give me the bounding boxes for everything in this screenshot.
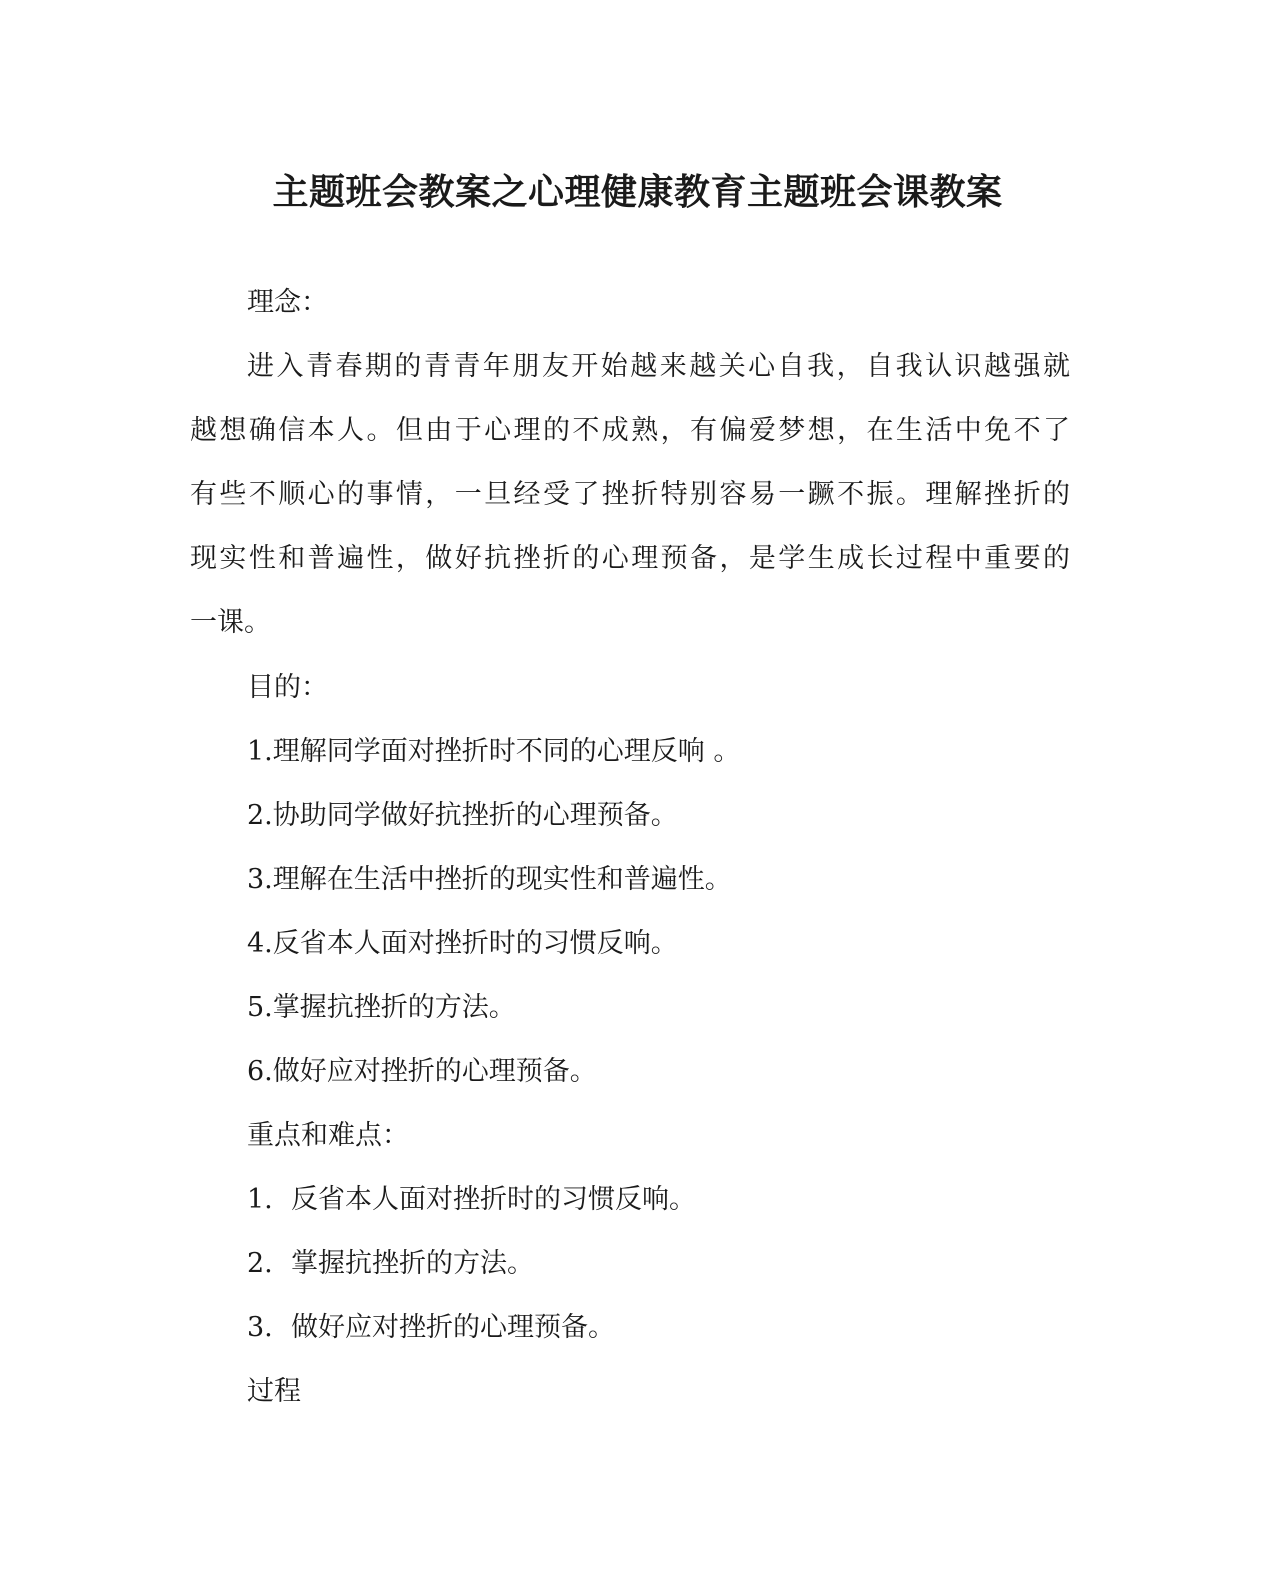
process-heading: 过程 [247, 1376, 301, 1407]
goal-item-6 [247, 1052, 597, 1092]
goal-item-number: 5. [247, 992, 273, 1023]
key-heading: 重点和难点： [247, 1120, 409, 1151]
concept-line-1: 进入青春期的青青年朋友开始越来越关心自我，自我认识越强就 [247, 351, 1070, 382]
concept-line-4: 现实性和普遍性，做好抗挫折的心理预备，是学生成长过程中重要的 [190, 543, 1070, 574]
goal-item-number: 2. [247, 800, 273, 831]
goal-heading: 目的： [247, 672, 328, 703]
concept-line-2: 越想确信本人。但由于心理的不成熟，有偏爱梦想，在生活中免不了 [190, 415, 1070, 446]
key-item-text: 反省本人面对挫折时的习惯反响。 [291, 1184, 696, 1215]
goal-item-5 [247, 988, 516, 1028]
goal-item-text: 掌握抗挫折的方法。 [272, 992, 516, 1023]
key-item-3 [247, 1308, 615, 1348]
key-item-number: 2. [247, 1248, 273, 1279]
concept-heading: 理念： [247, 287, 328, 318]
goal-item-number: 3. [247, 864, 273, 895]
goal-item-number: 1. [247, 736, 273, 767]
goal-item-number: 6. [247, 1056, 273, 1087]
key-item-1 [247, 1180, 696, 1220]
goal-item-number: 4. [247, 928, 273, 959]
concept-line-5: 一课。 [190, 607, 271, 638]
key-item-text: 做好应对挫折的心理预备。 [291, 1312, 615, 1343]
goal-item-text: 反省本人面对挫折时的习惯反响。 [272, 928, 678, 959]
goal-item-2 [247, 796, 678, 836]
key-item-number: 3. [247, 1312, 273, 1343]
goal-item-text: 做好应对挫折的心理预备。 [272, 1056, 597, 1087]
goal-item-text: 理解在生活中挫折的现实性和普遍性。 [272, 864, 732, 895]
key-item-text: 掌握抗挫折的方法。 [291, 1248, 534, 1279]
key-item-number: 1. [247, 1184, 273, 1215]
goal-item-text: 协助同学做好抗挫折的心理预备。 [272, 800, 678, 831]
goal-item-text: 理解同学面对挫折时不同的心理反响 。 [272, 736, 741, 767]
key-item-2 [247, 1244, 534, 1284]
goal-item-4 [247, 924, 678, 964]
goal-item-3 [247, 860, 732, 900]
goal-item-1 [247, 732, 740, 772]
concept-line-3: 有些不顺心的事情，一旦经受了挫折特别容易一蹶不振。理解挫折的 [190, 479, 1070, 510]
document-title: 主题班会教案之心理健康教育主题班会课教案 [272, 171, 1003, 213]
